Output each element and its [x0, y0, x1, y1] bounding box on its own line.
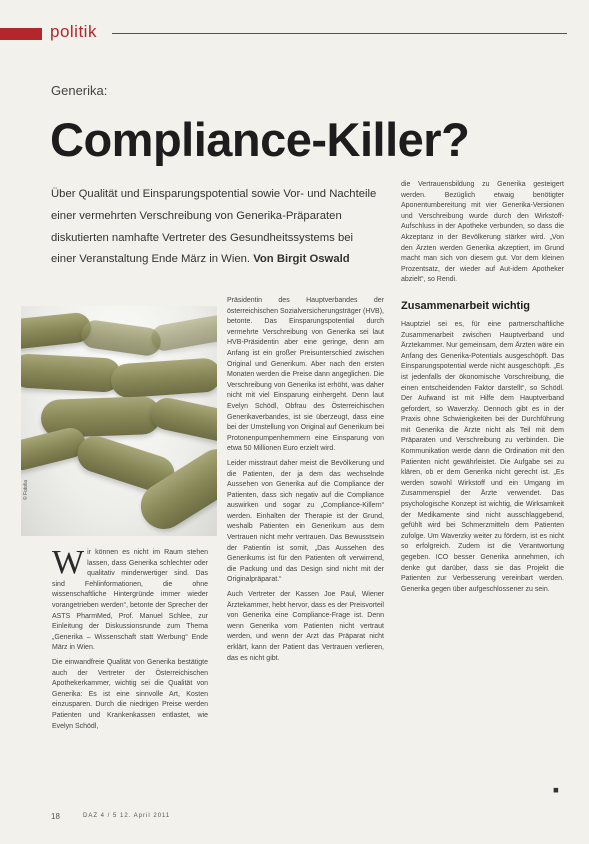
- end-of-article-mark: ◼: [553, 787, 559, 794]
- body-column-1: [52, 544, 208, 736]
- section-label: politik: [50, 22, 97, 41]
- body-column-3: [401, 180, 564, 599]
- drop-cap: W: [52, 544, 85, 581]
- article-byline: Von Birgit Oswald: [253, 253, 350, 266]
- article-photo-capsules: [21, 306, 217, 536]
- article-lead: [51, 184, 381, 271]
- page-number: 18: [51, 812, 60, 821]
- lead-text: Über Qualität und Einsparungspotential sowie Vor- und Nachteile einer vermehrten Verschreibung von Generika-Präparaten diskutierten namhafte Vertreter des Gesundheitssystems bei einer Veranstaltung Ende März in Wien.: [51, 188, 377, 266]
- paragraph: Auch Vertreter der Kassen Joe Paul, Wiener Ärztekammer, hebt hervor, dass es der Preisvorteil von Generika eine Compliance-Frage ist. Denn wenn Generika vom Patienten nicht vertraut werden, und wenn der Arzt das Präparat nicht erklärt, kann der Patient das Vertrauen verlieren, das es nicht gibt.: [227, 591, 384, 662]
- paragraph: Hauptziel sei es, für eine partnerschaftliche Zusammenarbeit zwischen Hauptverband und Ärztekammer. Nur gemeinsam, dem Ärzten wäre ein Anfang des Generika-Potentials ausgeschöpft. Das Einsparungspotential werde nicht ausgeschöpft. „Es ist jedenfalls der ökonomische Vorschreibung, die einen entscheidenden Faktor darstellt“, so Schödl. Der Aufwand ist mit Hilfe dem Hauptverband gefordert, so Waverzky. Dennoch gibt es in der Praxis ohne Schwierigkeiten bei der Durchführung mit Generika die Ärzte nicht als Teil mit dem Präparaten und Verschreibung zu verbinden. Die Kommunikation werde dann die Ordination mit den Patienten nicht gewährleistet. Die Aufgabe sei zu klären, ob er dem Generika nicht gerecht ist. „Es werden sowohl Wirkstoff und ein Umgang im Zusammenspiel der Ärzte verwendet. Das psychologische Konzept ist wichtig, die Wirksamkeit der Medikamente sind nicht ausschlaggebend, gefühlt wird bei Schmerzmitteln dem Patienten zufolge. Um Waverzky weiter zu fördern, ist es nicht so erfolgreich. Zudem ist die Verantwortung gegeben. ICO besser Generika annehmen, ich denke gut darüber, dass sie das Projekt die Patienten zur Verbesserung vereinbart werden. Generika gegen über aufgeschlossener zu sein.: [401, 320, 564, 593]
- paragraph: W ir können es nicht im Raum stehen lassen, dass Generika schlechter oder qualitativ minderwertiger sind. Das sind Fehlinformationen, die ohne wissenschaftliche Hintergründe immer wieder vorangetrieben werden“, betonte der Sprecher der ASTS PharmMed, Prof. Manuel Schlee, zur Einleitung der Diskussionsrunde zum Thema „Generika – Wissenschaft statt Werbung“ Ende März in Wien.: [52, 544, 208, 652]
- section-rule: [112, 33, 567, 34]
- section-color-bar: [0, 28, 42, 40]
- article-headline: Compliance-Killer?: [50, 113, 470, 166]
- article-kicker: Generika:: [51, 83, 108, 98]
- paragraph: Präsidentin des Hauptverbandes der österreichischen Sozialversicherungsträger (HVB), betonte. Das Einsparungspotential durch vermehrte Verschreibung von Generika sei laut HVB-Präsidentin aber eine geringe, denn am Anfang ist ein großer Preisunterschied zwischen Original und Generikum. Aber nach den ersten Monaten werden die Preise dann angeglichen. Die Verschreibung von Generika ist erhöht, was daher nicht mit viel Einsparung einhergeht. Denn laut Evelyn Schödl, Obfrau des Österreichischen Generikaverbandes, ist sie überzeugt, dass eine bei der Umstellung von Original auf Generikum bei Protonenpumpenhemmern eine Einsparung von etwa 50 Millionen Euro erzielt wird.: [227, 297, 384, 453]
- paragraph: die Vertrauensbildung zu Generika gesteigert werden. Bezüglich etwaig benötigter Aponentumbereitung mit vier Generika-Versionen und Verschreibung wurde durch den Wirkstoff-Aufschluss in der Apotheke verbunden, so dass die Akzeptanz in der Bevölkerung stärker wird. „Von den Ärzten werden Generika akzeptiert, im Grund macht man sich von diesem gut. Vor dem kleinen Prozentsatz, der wieder auf Aut-idem Apotheker abzielt“, so Rendi.: [401, 181, 564, 284]
- paragraph: Leider misstraut daher meist die Bevölkerung und die Patienten, der ja dem das wechselnde Aussehen von Generika auf die Compliance der Patienten, dass sich negativ auf die Compliance auswirken und sogar zu „Compliance-Killern“ werden. Einhalten der Therapie ist der Grund, weshalb Patienten ein Generikum aus dem Vertrauen nicht mehr vertrauen. Das Bewusstsein der Patientin ist somit, „Das Aussehen des Generikums ist für den Patienten oft verwirrend, die Packung und das Design sind nicht mit der Originalpräparat.“: [227, 459, 384, 584]
- paragraph: Die einwandfreie Qualität von Generika bestätigte auch der Vertreter der Österreichischen Apothekerkammer, wichtig sei die Qualität von Generika: Es ist eine sinnvolle Art, Kosten einzusparen. Durch die niedrigen Preise werden Patienten und Krankenkassen entlastet, wie Evelyn Schödl,: [52, 658, 208, 730]
- magazine-issue: DAZ 4 / 5 12. April 2011: [83, 813, 171, 819]
- body-column-2: [227, 296, 384, 668]
- sub-heading: Zusammenarbeit wichtig: [401, 299, 530, 312]
- photo-credit: © Fotolia: [23, 479, 29, 500]
